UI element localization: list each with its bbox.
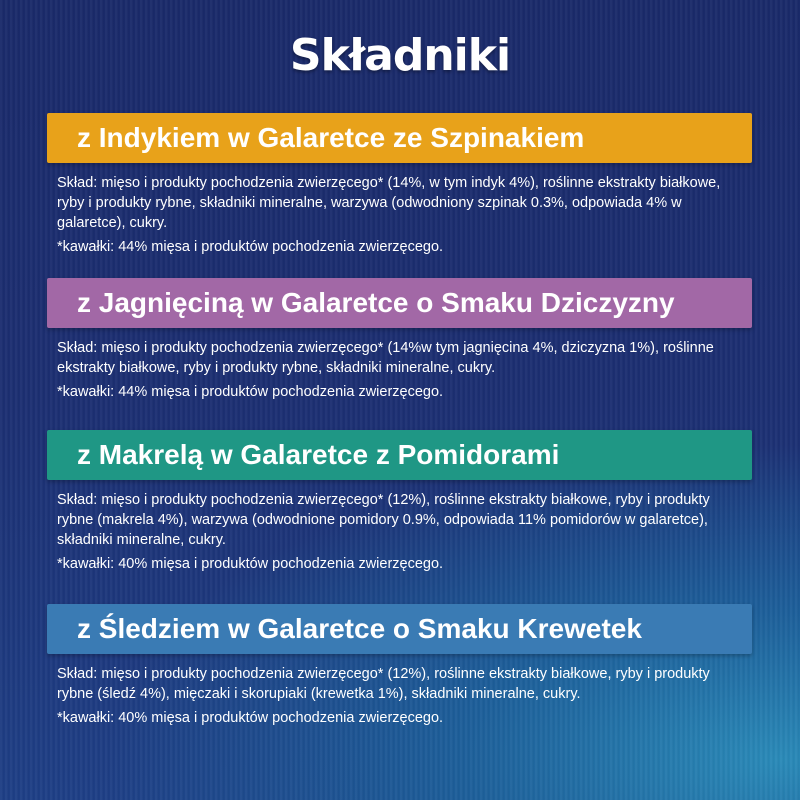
composition-turkey: Skład: mięso i produkty pochodzenia zwierzęcego* (14%, w tym indyk 4%), roślinne ekstrakty białkowe, ryby i produkty rybne, składniki mineralne, warzywa (odwodniony szpinak 0.3%, odpowiada 4% w galaretce), cukry. [57, 175, 721, 231]
section-herring [47, 604, 752, 728]
section-heading-turkey: z Indykiem w Galaretce ze Szpinakiem [47, 113, 752, 163]
page-title: Składniki [289, 30, 511, 81]
section-lamb [47, 278, 752, 402]
section-heading-herring: z Śledziem w Galaretce o Smaku Krewetek [47, 604, 752, 654]
note-lamb: *kawałki: 44% mięsa i produktów pochodzenia zwierzęcego. [57, 384, 444, 400]
note-mackerel: *kawałki: 40% mięsa i produktów pochodzenia zwierzęcego. [57, 556, 444, 572]
composition-lamb: Skład: mięso i produkty pochodzenia zwierzęcego* (14%w tym jagnięcina 4%, dziczyzna 1%), roślinne ekstrakty białkowe, ryby i produkty rybne, składniki mineralne, cukry. [57, 340, 714, 376]
section-heading-mackerel: z Makrelą w Galaretce z Pomidorami [47, 430, 752, 480]
section-turkey [47, 113, 752, 257]
section-mackerel [47, 430, 752, 574]
composition-herring: Skład: mięso i produkty pochodzenia zwierzęcego* (12%), roślinne ekstrakty białkowe, ryby i produkty rybne (śledź 4%), mięczaki i skorupiaki (krewetka 1%), składniki mineralne, cukry. [57, 666, 710, 702]
composition-mackerel: Skład: mięso i produkty pochodzenia zwierzęcego* (12%), roślinne ekstrakty białkowe, ryby i produkty rybne (makrela 4%), warzywa (odwodnione pomidory 0.9%, odpowiada 11% pomidorów w galaretce), składniki mineralne, cukry. [57, 492, 710, 548]
note-turkey: *kawałki: 44% mięsa i produktów pochodzenia zwierzęcego. [57, 239, 444, 255]
section-heading-lamb: z Jagnięciną w Galaretce o Smaku Dziczyzny [47, 278, 752, 328]
note-herring: *kawałki: 40% mięsa i produktów pochodzenia zwierzęcego. [57, 710, 444, 726]
